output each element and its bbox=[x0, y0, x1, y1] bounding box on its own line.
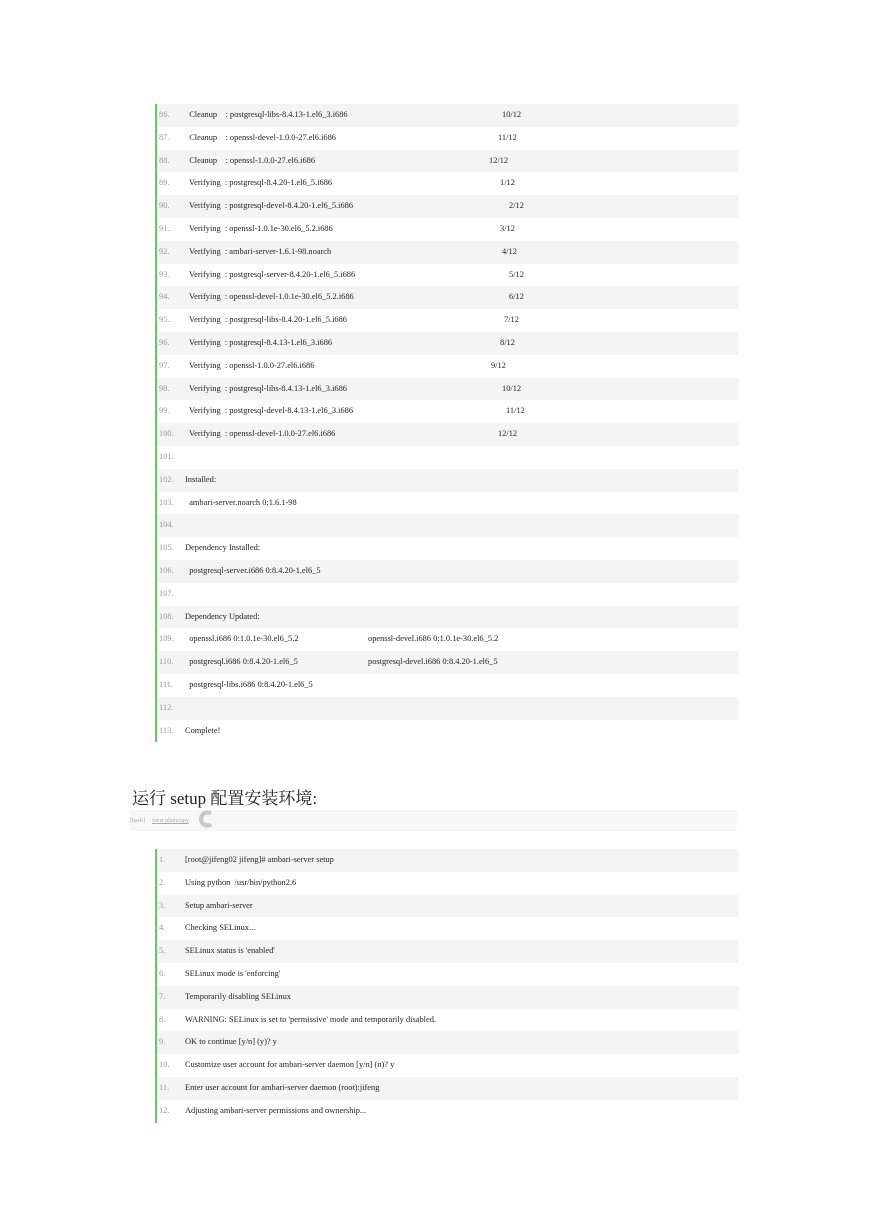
line-number: 93. bbox=[159, 269, 170, 279]
code-line bbox=[157, 940, 739, 963]
progress-count: 12/12 bbox=[489, 155, 509, 165]
line-text: Cleanup : postgresql-libs-8.4.13-1.el6_3.i686 bbox=[185, 110, 348, 119]
code-line bbox=[157, 606, 739, 629]
line-number: 92. bbox=[159, 246, 170, 256]
code-line bbox=[157, 1077, 739, 1100]
code-line bbox=[157, 492, 739, 515]
line-text: Verifying : postgresql-8.4.20-1.el6_5.i686 bbox=[185, 178, 333, 188]
line-number: 112. bbox=[159, 702, 174, 712]
line-text: Cleanup : openssl-devel-1.0.0-27.el6.i686 bbox=[185, 132, 336, 142]
progress-count: 4/12 bbox=[502, 246, 517, 256]
progress-count: 12/12 bbox=[498, 429, 518, 439]
line-number: 12. bbox=[159, 1105, 170, 1115]
line-text: SELinux status is 'enabled' bbox=[185, 946, 275, 956]
code-line bbox=[157, 286, 739, 309]
progress-count: 2/12 bbox=[509, 201, 524, 211]
line-text: postgresql.i686 0:8.4.20-1.el6_5 bbox=[185, 657, 298, 667]
line-number: 111. bbox=[159, 679, 174, 689]
progress-count: 9/12 bbox=[491, 360, 506, 370]
line-text: Using python /usr/bin/python2.6 bbox=[185, 877, 297, 887]
line-number: 2. bbox=[159, 877, 166, 887]
line-text: Verifying : openssl-1.0.1e-30.el6_5.2.i686 bbox=[185, 223, 333, 233]
code-line bbox=[157, 720, 739, 743]
code-line bbox=[157, 537, 739, 560]
line-text: Verifying : postgresql-devel-8.4.20-1.el6_5.i686 bbox=[185, 201, 354, 211]
code-line bbox=[157, 1054, 739, 1077]
line-text: Verifying : postgresql-server-8.4.20-1.el6_5.i686 bbox=[185, 269, 356, 279]
code-line bbox=[157, 469, 739, 492]
line-text: Temporarily disabling SELinux bbox=[185, 991, 291, 1001]
line-text: Verifying : openssl-devel-1.0.0-27.el6.i686 bbox=[185, 429, 336, 439]
line-number: 97. bbox=[159, 360, 170, 370]
line-text: Verifying : openssl-devel-1.0.1e-30.el6_5.2.i686 bbox=[185, 292, 354, 302]
code-line bbox=[157, 104, 739, 127]
code-line bbox=[157, 309, 739, 332]
view-plain-link[interactable]: view plaincopy bbox=[152, 818, 189, 824]
line-number: 96. bbox=[159, 337, 170, 347]
line-number: 107. bbox=[159, 588, 174, 598]
line-text: openssl.i686 0:1.0.1e-30.el6_5.2 bbox=[185, 634, 299, 644]
code-line bbox=[157, 355, 739, 378]
code-line bbox=[157, 264, 739, 287]
line-number: 99. bbox=[159, 406, 170, 416]
code-line bbox=[157, 583, 739, 606]
code-line bbox=[157, 172, 739, 195]
code-line bbox=[157, 127, 739, 150]
bash-label: [bash] bbox=[130, 818, 145, 824]
code-line bbox=[157, 241, 739, 264]
line-number: 98. bbox=[159, 383, 170, 393]
line-number: 108. bbox=[159, 611, 174, 621]
line-number: 113. bbox=[159, 725, 174, 735]
line-number: 1. bbox=[159, 855, 166, 864]
line-text: Enter user account for ambari-server daemon (root):jifeng bbox=[185, 1082, 380, 1092]
progress-count: 11/12 bbox=[498, 132, 517, 142]
code-line bbox=[157, 917, 739, 940]
line-text: Complete! bbox=[185, 725, 221, 735]
line-number: 86. bbox=[159, 110, 170, 119]
line-number: 104. bbox=[159, 520, 174, 530]
line-number: 10. bbox=[159, 1060, 170, 1070]
line-text: Cleanup : openssl-1.0.0-27.el6.i686 bbox=[185, 155, 316, 165]
line-text: Verifying : postgresql-libs-8.4.13-1.el6_3.i686 bbox=[185, 383, 347, 393]
progress-count: 11/12 bbox=[506, 406, 525, 416]
line-text: Verifying : postgresql-libs-8.4.20-1.el6_5.i686 bbox=[185, 315, 347, 325]
line-number: 6. bbox=[159, 968, 166, 978]
progress-count: 5/12 bbox=[509, 269, 524, 279]
code-line bbox=[157, 195, 739, 218]
code-line bbox=[157, 872, 739, 895]
code-line bbox=[157, 1009, 739, 1032]
copy-icon[interactable] bbox=[198, 810, 214, 828]
progress-count: 10/12 bbox=[502, 383, 522, 393]
code-block-yum-output bbox=[155, 104, 739, 742]
line-number: 5. bbox=[159, 946, 166, 956]
code-line bbox=[157, 378, 739, 401]
line-number: 105. bbox=[159, 543, 174, 553]
progress-count: 10/12 bbox=[502, 110, 522, 119]
line-number: 102. bbox=[159, 474, 174, 484]
line-text: [root@jifeng02 jifeng]# ambari-server setup bbox=[185, 855, 334, 864]
section-heading: 运行 setup 配置安装环境: bbox=[132, 789, 318, 808]
code-line bbox=[157, 697, 739, 720]
line-number: 100. bbox=[159, 429, 174, 439]
line-text: postgresql-libs.i686 0:8.4.20-1.el6_5 bbox=[185, 679, 313, 689]
line-text: Dependency Installed: bbox=[185, 543, 261, 553]
line-number: 90. bbox=[159, 201, 170, 211]
code-line bbox=[157, 849, 739, 872]
code-line bbox=[157, 423, 739, 446]
code-line bbox=[157, 651, 739, 674]
line-number: 7. bbox=[159, 991, 166, 1001]
line-text: Verifying : ambari-server-1.6.1-98.noarch bbox=[185, 246, 332, 256]
code-block-ambari-setup bbox=[155, 849, 739, 1123]
progress-count: 3/12 bbox=[500, 223, 515, 233]
code-line bbox=[157, 895, 739, 918]
line-number: 109. bbox=[159, 634, 174, 644]
line-text: Verifying : openssl-1.0.0-27.el6.i686 bbox=[185, 360, 315, 370]
line-text: SELinux mode is 'enforcing' bbox=[185, 968, 281, 978]
code-line bbox=[157, 963, 739, 986]
code-line bbox=[157, 150, 739, 173]
line-number: 103. bbox=[159, 497, 174, 507]
code-line bbox=[157, 674, 739, 697]
line-number: 87. bbox=[159, 132, 170, 142]
code-line bbox=[157, 514, 739, 537]
line-text: Installed: bbox=[185, 474, 217, 484]
line-text: Customize user account for ambari-server daemon [y/n] (n)? y bbox=[185, 1060, 395, 1070]
code-line bbox=[157, 1100, 739, 1123]
line-text: Verifying : postgresql-devel-8.4.13-1.el6_3.i686 bbox=[185, 406, 354, 416]
line-number: 106. bbox=[159, 565, 174, 575]
line-number: 9. bbox=[159, 1037, 166, 1047]
line-number: 101. bbox=[159, 451, 174, 461]
code-line bbox=[157, 986, 739, 1009]
line-text: Checking SELinux... bbox=[185, 923, 256, 933]
progress-count: 8/12 bbox=[500, 337, 515, 347]
progress-count: 6/12 bbox=[509, 292, 524, 302]
code-line bbox=[157, 1031, 739, 1054]
line-number: 88. bbox=[159, 155, 170, 165]
line-text-second-column: openssl-devel.i686 0:1.0.1e-30.el6_5.2 bbox=[368, 634, 499, 644]
code-line bbox=[157, 628, 739, 651]
line-text: Dependency Updated: bbox=[185, 611, 260, 621]
line-number: 4. bbox=[159, 923, 166, 933]
line-text: OK to continue [y/n] (y)? y bbox=[185, 1037, 277, 1047]
line-number: 11. bbox=[159, 1082, 170, 1092]
code-line bbox=[157, 400, 739, 423]
line-number: 95. bbox=[159, 315, 170, 325]
line-number: 89. bbox=[159, 178, 170, 188]
line-number: 8. bbox=[159, 1014, 166, 1024]
code-line bbox=[157, 218, 739, 241]
line-text: Setup ambari-server bbox=[185, 900, 253, 910]
line-text: ambari-server.noarch 0:1.6.1-98 bbox=[185, 497, 297, 507]
line-text-second-column: postgresql-devel.i686 0:8.4.20-1.el6_5 bbox=[368, 657, 498, 667]
line-text: Verifying : postgresql-8.4.13-1.el6_3.i686 bbox=[185, 337, 333, 347]
line-text: Adjusting ambari-server permissions and ownership... bbox=[185, 1105, 367, 1115]
code-line bbox=[157, 332, 739, 355]
line-number: 91. bbox=[159, 223, 170, 233]
line-text: postgresql-server.i686 0:8.4.20-1.el6_5 bbox=[185, 565, 321, 575]
code-line bbox=[157, 560, 739, 583]
code-toolbar bbox=[130, 810, 737, 831]
line-number: 110. bbox=[159, 657, 174, 667]
line-number: 94. bbox=[159, 292, 170, 302]
code-line bbox=[157, 446, 739, 469]
line-number: 3. bbox=[159, 900, 166, 910]
progress-count: 7/12 bbox=[504, 315, 519, 325]
line-text: WARNING: SELinux is set to 'permissive' mode and temporarily disabled. bbox=[185, 1014, 436, 1024]
progress-count: 1/12 bbox=[500, 178, 515, 188]
